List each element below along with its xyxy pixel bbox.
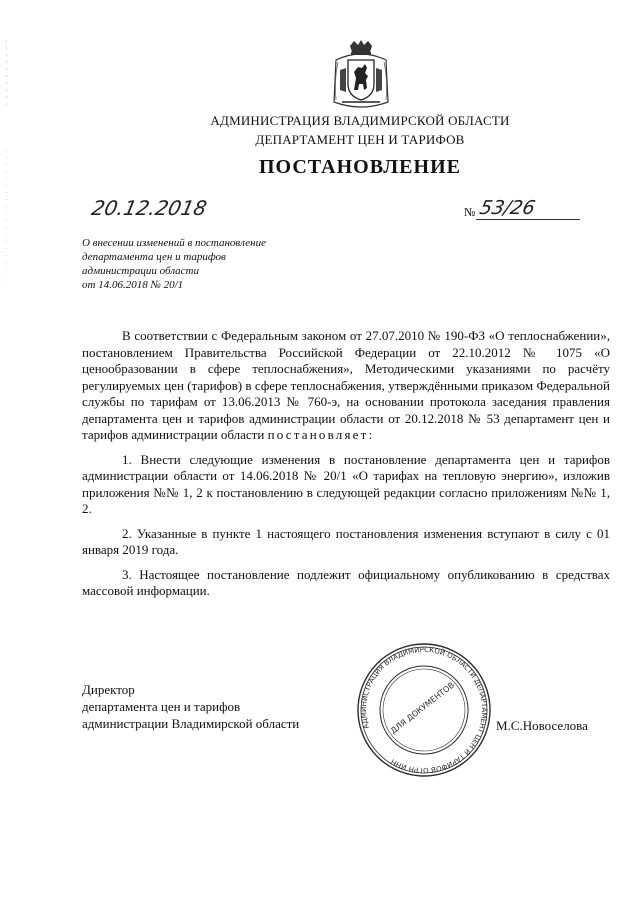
document-body <box>82 328 610 608</box>
department-name: ДЕПАРТАМЕНТ ЦЕН И ТАРИФОВ <box>255 132 465 147</box>
resolves-word: постановляет: <box>267 427 375 442</box>
document-title: ПОСТАНОВЛЕНИЕ <box>259 156 461 178</box>
signatory-title <box>82 681 299 732</box>
document-number: 53/26 <box>477 197 538 219</box>
document-date: 20.12.2018 <box>89 196 210 220</box>
signatory-department: департамента цен и тарифов <box>82 699 241 714</box>
preamble-text: В соответствии с Федеральным законом от 27.07.2010 № 190-ФЗ «О теплоснабжении», постановлением Правительства Российской Федерации от 22.10.2012 № 1075 «О ценообразовании в сфере теплоснабжения», Методическими указаниями по расчёту регулируемых цен (тарифов) в сфере теплоснабжения, утверждёнными приказом Федеральной службы по тарифам от 13.06.2013 № 760-э, на основании протокола заседания правления департамента цен и тарифов администрации области от 20.12.2018 № 53 департамент цен и тарифов администрации области <box>82 328 610 442</box>
scan-margin-marks <box>2 40 12 300</box>
clause-3: 3. Настоящее постановление подлежит официальному опубликованию в средствах массовой информации. <box>82 566 610 598</box>
signatory-position: Директор <box>82 682 135 697</box>
subject-line: департамента цен и тарифов <box>82 251 226 263</box>
document-subject <box>82 236 342 292</box>
subject-line: О внесении изменений в постановление <box>82 237 266 249</box>
number-label: № <box>464 205 476 219</box>
signatory-organization: администрации Владимирской области <box>82 716 300 731</box>
preamble-paragraph <box>82 328 610 444</box>
signatory-name: М.С.Новоселова <box>496 718 588 733</box>
coat-of-arms-emblem <box>332 40 390 110</box>
clause-1: 1. Внести следующие изменения в постановление департамента цен и тарифов администрации области от 14.06.2018 № 20/1 «О тарифах на тепловую энергию», изложив приложения №№ 1, 2 к постановлению в следующей редакции согласно приложениям №№ 1, 2. <box>82 451 610 516</box>
number-underline <box>476 219 580 220</box>
organization-name: АДМИНИСТРАЦИЯ ВЛАДИМИРСКОЙ ОБЛАСТИ <box>210 113 510 128</box>
subject-line: администрации области <box>82 265 199 277</box>
clause-2: 2. Указанные в пункте 1 настоящего постановления изменения вступают в силу с 01 января 2019 года. <box>82 525 610 557</box>
subject-line: от 14.06.2018 № 20/1 <box>82 279 184 291</box>
stamp-center-text: ДЛЯ ДОКУМЕНТОВ <box>388 680 457 736</box>
stamp-ring-textpath: АДМИНИСТРАЦИЯ ВЛАДИМИРСКОЙ ОБЛАСТИ ДЕПАРТАМЕНТ ЦЕН И ТАРИФОВ ОГРН ИНН <box>359 645 489 775</box>
official-stamp <box>344 640 504 780</box>
